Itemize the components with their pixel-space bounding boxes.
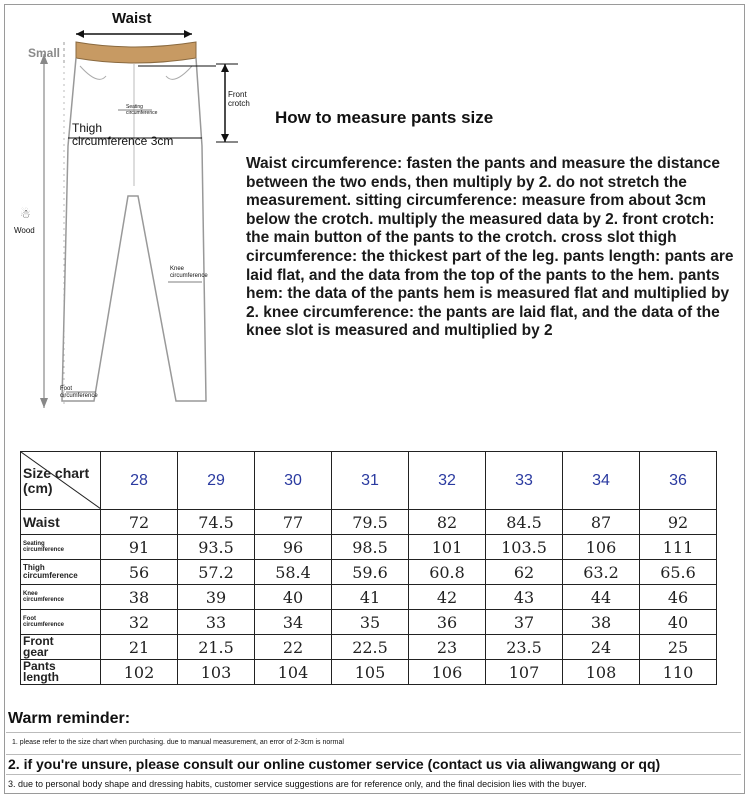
size-value-cell: 107 [486, 660, 563, 685]
size-value-cell: 96 [255, 535, 332, 560]
size-value-cell: 22 [255, 635, 332, 660]
size-value-cell: 91 [101, 535, 178, 560]
knee-label: Knee circumference [170, 266, 208, 279]
size-value-cell: 43 [486, 585, 563, 610]
size-row-label-text: Knee circumference [23, 591, 65, 603]
size-row [21, 535, 717, 560]
size-header-cell: 29 [178, 452, 255, 510]
size-row [21, 610, 717, 635]
size-header-row [21, 452, 717, 510]
size-value-cell: 25 [640, 635, 717, 660]
size-value-cell: 36 [409, 610, 486, 635]
size-row-label [21, 510, 101, 535]
size-row [21, 635, 717, 660]
size-value-cell: 33 [178, 610, 255, 635]
size-row [21, 660, 717, 685]
size-row-label [21, 660, 101, 685]
size-value-cell: 63.2 [563, 560, 640, 585]
size-value-cell: 93.5 [178, 535, 255, 560]
size-row [21, 560, 717, 585]
size-row-label-text: Front gear [23, 634, 54, 659]
size-value-cell: 37 [486, 610, 563, 635]
size-row-label [21, 535, 101, 560]
size-value-cell: 23 [409, 635, 486, 660]
size-row-label [21, 585, 101, 610]
size-value-cell: 46 [640, 585, 717, 610]
size-value-cell: 87 [563, 510, 640, 535]
pants-diagram [6, 6, 250, 416]
thigh-label: Thigh circumference 3cm [72, 121, 174, 148]
size-value-cell: 59.6 [332, 560, 409, 585]
seating-label: Seating circumference [126, 104, 158, 116]
size-value-cell: 82 [409, 510, 486, 535]
front-crotch-label: Front crotch [228, 90, 250, 108]
page-title: How to measure pants size [275, 108, 494, 127]
size-value-cell: 44 [563, 585, 640, 610]
size-row-label-text: Seating circumference [23, 541, 65, 553]
size-value-cell: 110 [640, 660, 717, 685]
size-row [21, 585, 717, 610]
size-value-cell: 84.5 [486, 510, 563, 535]
size-row-label-text: Foot circumference [23, 616, 65, 628]
size-header-cell: 32 [409, 452, 486, 510]
reminder-note-3: 3. due to personal body shape and dressing habits, customer service suggestions are for reference only, and the final decision lies with the buyer. [6, 774, 741, 794]
size-value-cell: 79.5 [332, 510, 409, 535]
size-header-cell: 28 [101, 452, 178, 510]
small-label: Small [28, 46, 61, 60]
waist-label: Waist [112, 10, 152, 27]
size-value-cell: 98.5 [332, 535, 409, 560]
size-value-cell: 103.5 [486, 535, 563, 560]
size-row [21, 510, 717, 535]
reminder-note-2: 2. if you're unsure, please consult our online customer service (contact us via aliwangwang or qq) [6, 754, 741, 774]
size-value-cell: 103 [178, 660, 255, 685]
size-row-label [21, 635, 101, 660]
size-value-cell: 56 [101, 560, 178, 585]
size-value-cell: 92 [640, 510, 717, 535]
pants-illustration [6, 6, 246, 416]
size-value-cell: 42 [409, 585, 486, 610]
size-value-cell: 57.2 [178, 560, 255, 585]
size-header-cell: 33 [486, 452, 563, 510]
size-value-cell: 74.5 [178, 510, 255, 535]
measurement-description: Waist circumference: fasten the pants and measure the distance between the two ends, then multiply by 2. do not stretch the measurement. sitting circumference: measure from about 3cm below the crotch. multiply the measured data by 2. front crotch: the main button of the pants to the crotch. cross slot thigh circumference: the thickest part of the leg. pants length: pants are laid flat, and the data from the top of the pants to the hem. pants hem: the data of the pants hem is measured flat and multiplied by 2. knee circumference: the pants are laid flat, and the data of the knee slot is measured and multiplied by 2 [246, 155, 734, 340]
size-value-cell: 106 [563, 535, 640, 560]
size-value-cell: 60.8 [409, 560, 486, 585]
size-value-cell: 21.5 [178, 635, 255, 660]
foot-label: Foot circumference [60, 386, 98, 399]
size-row-label-text: Pants length [23, 659, 59, 684]
size-value-cell: 102 [101, 660, 178, 685]
size-header-cell: 34 [563, 452, 640, 510]
size-value-cell: 24 [563, 635, 640, 660]
size-value-cell: 38 [101, 585, 178, 610]
size-value-cell: 111 [640, 535, 717, 560]
svg-text:☃: ☃ [20, 207, 31, 221]
size-chart-corner [21, 452, 101, 510]
size-value-cell: 65.6 [640, 560, 717, 585]
size-value-cell: 40 [255, 585, 332, 610]
size-row-label [21, 560, 101, 585]
size-row-label-text: Thigh circumference [23, 563, 78, 580]
size-value-cell: 108 [563, 660, 640, 685]
size-value-cell: 77 [255, 510, 332, 535]
size-row-label-text: Waist [23, 514, 60, 530]
size-value-cell: 41 [332, 585, 409, 610]
size-value-cell: 62 [486, 560, 563, 585]
size-header-cell: 30 [255, 452, 332, 510]
size-value-cell: 106 [409, 660, 486, 685]
size-value-cell: 58.4 [255, 560, 332, 585]
size-value-cell: 23.5 [486, 635, 563, 660]
size-header-cell: 31 [332, 452, 409, 510]
size-value-cell: 104 [255, 660, 332, 685]
size-header-cell: 36 [640, 452, 717, 510]
size-value-cell: 22.5 [332, 635, 409, 660]
warm-reminder-heading: Warm reminder: [8, 710, 131, 727]
wood-label: Wood [14, 226, 35, 235]
size-value-cell: 21 [101, 635, 178, 660]
size-value-cell: 35 [332, 610, 409, 635]
size-value-cell: 38 [563, 610, 640, 635]
size-chart-table [20, 451, 717, 685]
size-value-cell: 105 [332, 660, 409, 685]
size-value-cell: 39 [178, 585, 255, 610]
size-value-cell: 101 [409, 535, 486, 560]
size-row-label [21, 610, 101, 635]
size-value-cell: 72 [101, 510, 178, 535]
size-value-cell: 40 [640, 610, 717, 635]
reminder-note-1: 1. please refer to the size chart when purchasing. due to manual measurement, an error of 2-3cm is normal [6, 732, 741, 754]
size-value-cell: 32 [101, 610, 178, 635]
size-value-cell: 34 [255, 610, 332, 635]
size-chart-label: Size chart (cm) [23, 465, 90, 496]
